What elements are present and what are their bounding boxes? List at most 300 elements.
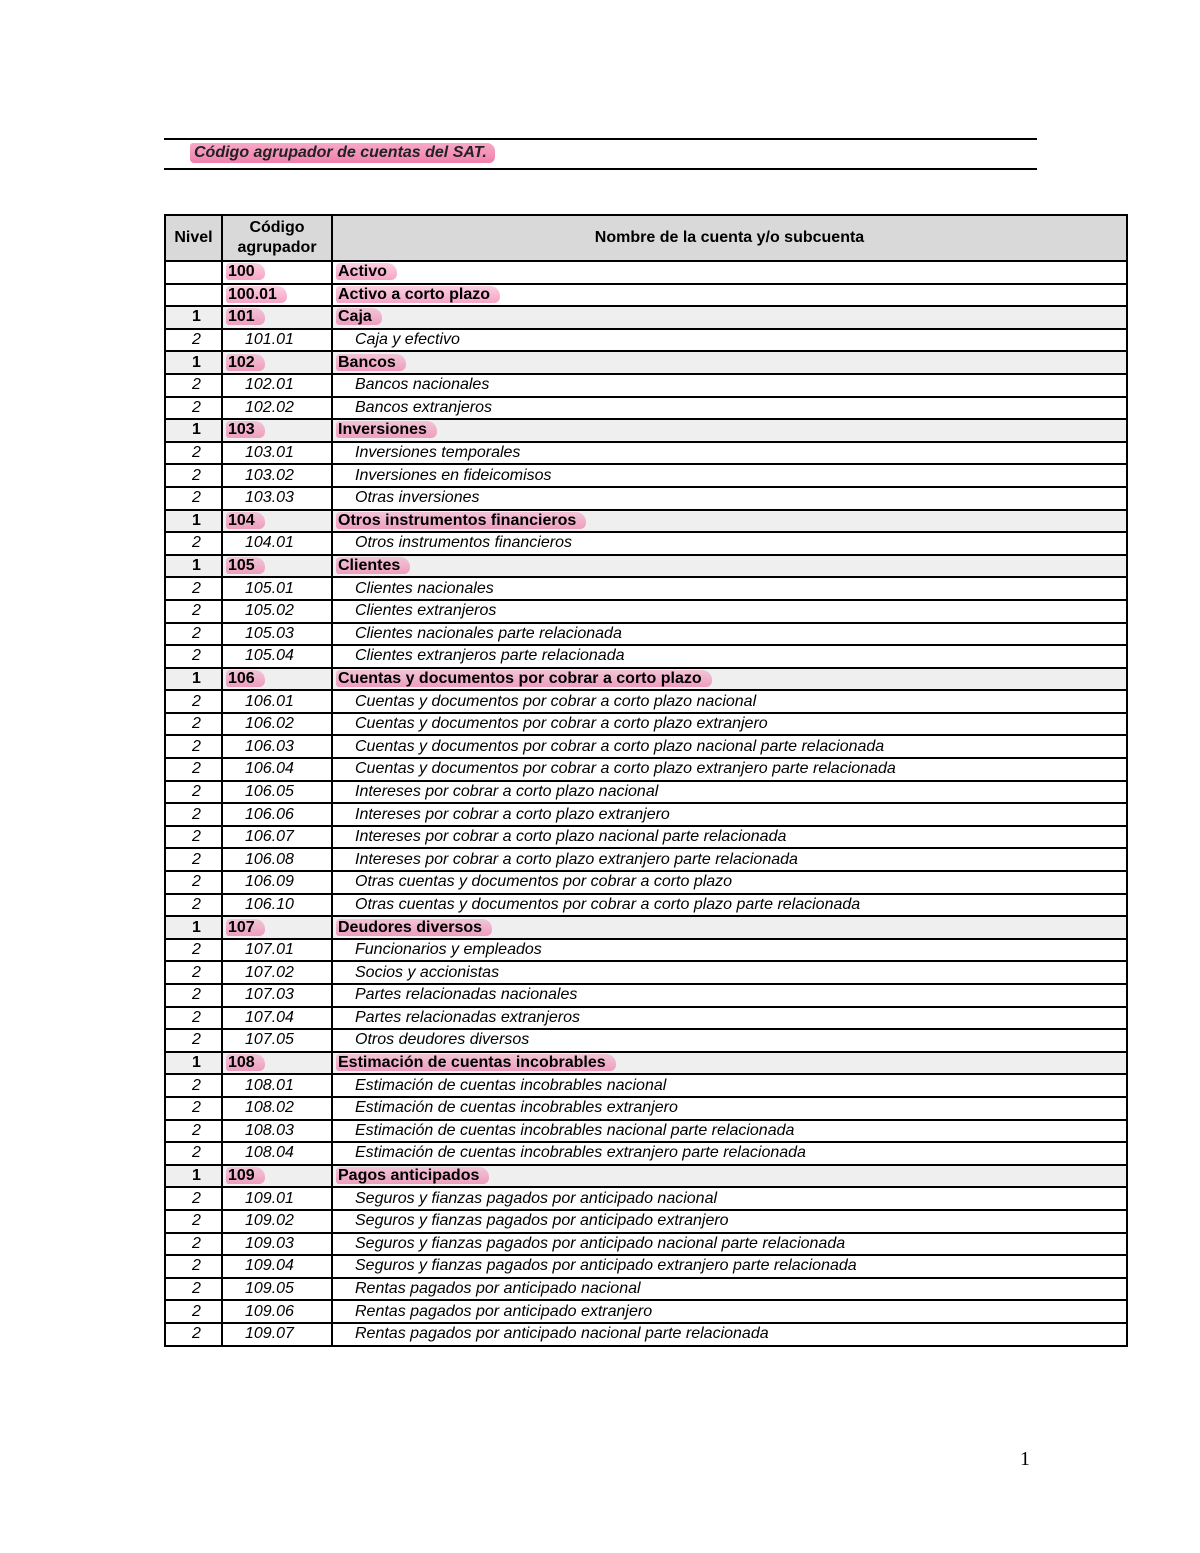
codigo-text: 108.02	[245, 1099, 294, 1117]
table-row	[165, 1187, 1127, 1210]
table-row	[165, 916, 1127, 939]
cell-codigo	[222, 1255, 332, 1278]
nombre-text: Clientes extranjeros	[355, 602, 497, 620]
cell-nivel: 1	[165, 555, 222, 578]
cell-nombre	[332, 374, 1127, 397]
cell-nivel: 1	[165, 351, 222, 374]
header-codigo-line1: Código	[249, 219, 305, 236]
table-row	[165, 961, 1127, 984]
cell-nivel: 2	[165, 1142, 222, 1165]
codigo-text: 105.02	[245, 602, 294, 620]
cell-nivel: 2	[165, 713, 222, 736]
cell-nivel: 1	[165, 419, 222, 442]
codigo-text: 103	[226, 421, 265, 438]
header-row	[165, 215, 1127, 261]
table-row	[165, 1007, 1127, 1030]
nombre-text: Partes relacionadas extranjeros	[355, 1008, 581, 1026]
cell-codigo	[222, 532, 332, 555]
cell-codigo	[222, 1007, 332, 1030]
codigo-text: 108	[226, 1054, 265, 1071]
cell-nombre	[332, 487, 1127, 510]
codigo-text: 106.10	[245, 895, 294, 913]
codigo-text: 108.01	[245, 1076, 294, 1094]
cell-nivel: 2	[165, 374, 222, 397]
codigo-text: 109.07	[245, 1325, 294, 1343]
codigo-text: 107.04	[245, 1008, 294, 1026]
table-row	[165, 1210, 1127, 1233]
cell-nivel: 2	[165, 826, 222, 849]
cell-nombre	[332, 803, 1127, 826]
codigo-text: 102	[226, 354, 265, 371]
codigo-text: 103.02	[245, 466, 294, 484]
cell-nivel: 2	[165, 1074, 222, 1097]
cell-nombre	[332, 1097, 1127, 1120]
codigo-text: 106.08	[245, 850, 294, 868]
cell-nivel: 2	[165, 397, 222, 420]
cell-codigo	[222, 1074, 332, 1097]
nombre-text: Bancos nacionales	[355, 376, 490, 394]
document-title: Código agrupador de cuentas del SAT.	[190, 143, 495, 163]
cell-nombre	[332, 351, 1127, 374]
cell-codigo	[222, 894, 332, 917]
cell-nombre	[332, 781, 1127, 804]
cell-nivel: 2	[165, 487, 222, 510]
cell-nombre	[332, 1187, 1127, 1210]
codigo-text: 101.01	[245, 331, 294, 349]
cell-nivel: 2	[165, 623, 222, 646]
cell-nivel: 2	[165, 600, 222, 623]
cell-codigo	[222, 510, 332, 533]
cell-nombre	[332, 1165, 1127, 1188]
nombre-text: Seguros y fianzas pagados por anticipado extranjero	[355, 1212, 729, 1230]
cell-nivel: 2	[165, 1029, 222, 1052]
cell-nivel: 2	[165, 803, 222, 826]
cell-codigo	[222, 826, 332, 849]
table-row	[165, 803, 1127, 826]
document-title-bar	[164, 138, 1037, 170]
cell-nivel: 1	[165, 306, 222, 329]
nombre-text: Otras inversiones	[355, 489, 480, 507]
codigo-text: 106.06	[245, 805, 294, 823]
table-row	[165, 329, 1127, 352]
cell-nivel: 2	[165, 1007, 222, 1030]
cell-nivel: 2	[165, 1233, 222, 1256]
codigo-text: 102.02	[245, 398, 294, 416]
cell-nombre	[332, 690, 1127, 713]
cell-codigo	[222, 487, 332, 510]
table-row	[165, 1142, 1127, 1165]
cell-nivel: 2	[165, 645, 222, 668]
cell-nombre	[332, 826, 1127, 849]
cell-nivel: 1	[165, 916, 222, 939]
cell-nombre	[332, 577, 1127, 600]
cell-nombre	[332, 329, 1127, 352]
cell-nombre	[332, 668, 1127, 691]
codigo-text: 105.04	[245, 647, 294, 665]
nombre-text: Otras cuentas y documentos por cobrar a corto plazo	[355, 873, 733, 891]
codigo-text: 106.02	[245, 715, 294, 733]
codigo-text: 104.01	[245, 534, 294, 552]
nombre-text: Clientes extranjeros parte relacionada	[355, 647, 625, 665]
nombre-text: Intereses por cobrar a corto plazo extranjero	[355, 805, 670, 823]
cell-codigo	[222, 848, 332, 871]
table-row	[165, 984, 1127, 1007]
codigo-text: 107.05	[245, 1031, 294, 1049]
cell-codigo	[222, 464, 332, 487]
nombre-text: Clientes nacionales	[355, 579, 494, 597]
nombre-text: Bancos extranjeros	[355, 398, 492, 416]
codigo-text: 107.02	[245, 963, 294, 981]
cell-codigo	[222, 1187, 332, 1210]
cell-codigo	[222, 1323, 332, 1346]
cell-nivel: 2	[165, 939, 222, 962]
codigo-text: 105	[226, 557, 265, 574]
cell-codigo	[222, 1052, 332, 1075]
nombre-text: Partes relacionadas nacionales	[355, 986, 578, 1004]
nombre-text: Deudores diversos	[336, 919, 492, 936]
cell-nombre	[332, 1029, 1127, 1052]
cell-nombre	[332, 713, 1127, 736]
table-row	[165, 419, 1127, 442]
header-nivel: Nivel	[165, 215, 222, 261]
cell-nivel: 2	[165, 1323, 222, 1346]
table-row	[165, 1323, 1127, 1346]
cell-nivel	[165, 284, 222, 307]
nombre-text: Inversiones en fideicomisos	[355, 466, 552, 484]
table-row	[165, 645, 1127, 668]
cell-nivel: 2	[165, 442, 222, 465]
nombre-text: Otros instrumentos financieros	[355, 534, 572, 552]
cell-nivel: 2	[165, 984, 222, 1007]
nombre-text: Clientes nacionales parte relacionada	[355, 624, 622, 642]
cell-codigo	[222, 306, 332, 329]
codigo-text: 100	[226, 263, 265, 280]
cell-codigo	[222, 1233, 332, 1256]
codigo-text: 101	[226, 308, 265, 325]
cell-nombre	[332, 1052, 1127, 1075]
cell-codigo	[222, 690, 332, 713]
nombre-text: Rentas pagados por anticipado nacional	[355, 1280, 641, 1298]
cell-nombre	[332, 735, 1127, 758]
table-body	[165, 261, 1127, 1346]
table-row	[165, 1120, 1127, 1143]
table-row	[165, 826, 1127, 849]
cell-nivel: 2	[165, 848, 222, 871]
cell-nivel: 2	[165, 758, 222, 781]
codigo-text: 109.06	[245, 1302, 294, 1320]
cell-nombre	[332, 984, 1127, 1007]
cell-codigo	[222, 735, 332, 758]
table-row	[165, 1255, 1127, 1278]
codigo-text: 109.01	[245, 1189, 294, 1207]
table-row	[165, 306, 1127, 329]
table-row	[165, 871, 1127, 894]
codigo-text: 105.01	[245, 579, 294, 597]
cell-nivel: 2	[165, 781, 222, 804]
cell-nombre	[332, 284, 1127, 307]
cell-nivel: 2	[165, 1300, 222, 1323]
codigo-text: 105.03	[245, 624, 294, 642]
codigo-text: 106.03	[245, 737, 294, 755]
cell-nivel: 2	[165, 961, 222, 984]
cell-codigo	[222, 261, 332, 284]
table-row	[165, 1074, 1127, 1097]
codigo-text: 109	[226, 1167, 265, 1184]
cell-nombre	[332, 397, 1127, 420]
nombre-text: Intereses por cobrar a corto plazo nacional parte relacionada	[355, 828, 787, 846]
cell-nivel: 1	[165, 1165, 222, 1188]
codigo-text: 106	[226, 670, 265, 687]
cell-nombre	[332, 419, 1127, 442]
cell-codigo	[222, 1097, 332, 1120]
cell-codigo	[222, 668, 332, 691]
cell-codigo	[222, 419, 332, 442]
cell-nombre	[332, 442, 1127, 465]
cell-nombre	[332, 306, 1127, 329]
codigo-text: 109.04	[245, 1257, 294, 1275]
codigo-text: 106.05	[245, 782, 294, 800]
codigo-text: 109.02	[245, 1212, 294, 1230]
cell-nombre	[332, 1300, 1127, 1323]
cell-codigo	[222, 1120, 332, 1143]
cell-codigo	[222, 600, 332, 623]
cell-nivel: 2	[165, 894, 222, 917]
nombre-text: Activo a corto plazo	[336, 286, 500, 303]
cell-codigo	[222, 577, 332, 600]
nombre-text: Bancos	[336, 354, 406, 371]
cell-codigo	[222, 916, 332, 939]
nombre-text: Inversiones temporales	[355, 444, 521, 462]
codigo-text: 107	[226, 919, 265, 936]
cell-nombre	[332, 1120, 1127, 1143]
cell-nivel: 2	[165, 1210, 222, 1233]
cell-nivel: 2	[165, 1097, 222, 1120]
cell-nivel	[165, 261, 222, 284]
nombre-text: Estimación de cuentas incobrables extranjero	[355, 1099, 678, 1117]
table-row	[165, 442, 1127, 465]
cell-nivel: 2	[165, 329, 222, 352]
cell-nivel: 2	[165, 735, 222, 758]
cell-nombre	[332, 871, 1127, 894]
codigo-text: 106.07	[245, 828, 294, 846]
table-row	[165, 284, 1127, 307]
accounts-table	[164, 214, 1128, 1347]
cell-nombre	[332, 645, 1127, 668]
nombre-text: Pagos anticipados	[336, 1167, 489, 1184]
cell-nombre	[332, 939, 1127, 962]
table-header	[165, 215, 1127, 261]
cell-codigo	[222, 781, 332, 804]
cell-nombre	[332, 1233, 1127, 1256]
nombre-text: Rentas pagados por anticipado extranjero	[355, 1302, 653, 1320]
nombre-text: Cuentas y documentos por cobrar a corto plazo extranjero	[355, 715, 768, 733]
nombre-text: Seguros y fianzas pagados por anticipado nacional	[355, 1189, 718, 1207]
table-row	[165, 1029, 1127, 1052]
table-row	[165, 758, 1127, 781]
nombre-text: Intereses por cobrar a corto plazo nacional	[355, 782, 659, 800]
cell-codigo	[222, 555, 332, 578]
cell-codigo	[222, 803, 332, 826]
table-row	[165, 623, 1127, 646]
cell-codigo	[222, 1142, 332, 1165]
nombre-text: Clientes	[336, 557, 410, 574]
table-row	[165, 397, 1127, 420]
codigo-text: 106.09	[245, 873, 294, 891]
codigo-text: 106.01	[245, 692, 294, 710]
nombre-text: Seguros y fianzas pagados por anticipado extranjero parte relacionada	[355, 1257, 857, 1275]
cell-codigo	[222, 351, 332, 374]
codigo-text: 102.01	[245, 376, 294, 394]
cell-codigo	[222, 442, 332, 465]
cell-codigo	[222, 961, 332, 984]
header-nombre: Nombre de la cuenta y/o subcuenta	[332, 215, 1127, 261]
cell-nivel: 2	[165, 1278, 222, 1301]
codigo-text: 108.04	[245, 1144, 294, 1162]
table-row	[165, 487, 1127, 510]
nombre-text: Otros deudores diversos	[355, 1031, 530, 1049]
cell-nivel: 1	[165, 510, 222, 533]
cell-codigo	[222, 284, 332, 307]
cell-nombre	[332, 600, 1127, 623]
cell-nombre	[332, 555, 1127, 578]
table-row	[165, 1052, 1127, 1075]
nombre-text: Cuentas y documentos por cobrar a corto plazo extranjero parte relacionada	[355, 760, 896, 778]
nombre-text: Activo	[336, 263, 397, 280]
cell-nombre	[332, 464, 1127, 487]
cell-codigo	[222, 374, 332, 397]
cell-nivel: 2	[165, 1187, 222, 1210]
nombre-text: Otras cuentas y documentos por cobrar a corto plazo parte relacionada	[355, 895, 861, 913]
table-row	[165, 1097, 1127, 1120]
cell-codigo	[222, 397, 332, 420]
cell-codigo	[222, 645, 332, 668]
cell-nombre	[332, 510, 1127, 533]
cell-nombre	[332, 1210, 1127, 1233]
cell-codigo	[222, 871, 332, 894]
page-number: 1	[1020, 1448, 1030, 1470]
header-codigo-line2: agrupador	[237, 239, 317, 256]
cell-codigo	[222, 984, 332, 1007]
table-row	[165, 690, 1127, 713]
codigo-text: 104	[226, 512, 265, 529]
cell-nombre	[332, 961, 1127, 984]
codigo-text: 100.01	[226, 286, 287, 303]
table-row	[165, 894, 1127, 917]
nombre-text: Rentas pagados por anticipado nacional parte relacionada	[355, 1325, 769, 1343]
cell-codigo	[222, 1165, 332, 1188]
nombre-text: Cuentas y documentos por cobrar a corto plazo	[336, 670, 712, 687]
nombre-text: Estimación de cuentas incobrables nacional parte relacionada	[355, 1121, 795, 1139]
table-row	[165, 735, 1127, 758]
nombre-text: Estimación de cuentas incobrables extranjero parte relacionada	[355, 1144, 806, 1162]
table-row	[165, 510, 1127, 533]
cell-nivel: 2	[165, 577, 222, 600]
table-row	[165, 600, 1127, 623]
header-codigo	[222, 215, 332, 261]
cell-codigo	[222, 1278, 332, 1301]
nombre-text: Seguros y fianzas pagados por anticipado nacional parte relacionada	[355, 1234, 846, 1252]
table-row	[165, 668, 1127, 691]
nombre-text: Estimación de cuentas incobrables nacional	[355, 1076, 667, 1094]
cell-codigo	[222, 623, 332, 646]
codigo-text: 109.05	[245, 1280, 294, 1298]
cell-nivel: 2	[165, 532, 222, 555]
cell-nivel: 1	[165, 668, 222, 691]
cell-nombre	[332, 1007, 1127, 1030]
nombre-text: Socios y accionistas	[355, 963, 500, 981]
table-row	[165, 1233, 1127, 1256]
cell-nombre	[332, 261, 1127, 284]
cell-nombre	[332, 1278, 1127, 1301]
codigo-text: 103.03	[245, 489, 294, 507]
table-row	[165, 1278, 1127, 1301]
codigo-text: 107.03	[245, 986, 294, 1004]
nombre-text: Otros instrumentos financieros	[336, 512, 586, 529]
codigo-text: 106.04	[245, 760, 294, 778]
nombre-text: Cuentas y documentos por cobrar a corto plazo nacional parte relacionada	[355, 737, 885, 755]
table-row	[165, 781, 1127, 804]
cell-nivel: 2	[165, 1255, 222, 1278]
cell-codigo	[222, 713, 332, 736]
cell-codigo	[222, 1300, 332, 1323]
cell-codigo	[222, 1029, 332, 1052]
cell-nombre	[332, 1255, 1127, 1278]
cell-nivel: 2	[165, 690, 222, 713]
cell-nombre	[332, 1074, 1127, 1097]
codigo-text: 103.01	[245, 444, 294, 462]
table-row	[165, 713, 1127, 736]
table-row	[165, 532, 1127, 555]
table-row	[165, 848, 1127, 871]
cell-nivel: 2	[165, 464, 222, 487]
codigo-text: 108.03	[245, 1121, 294, 1139]
nombre-text: Intereses por cobrar a corto plazo extranjero parte relacionada	[355, 850, 798, 868]
table-row	[165, 464, 1127, 487]
nombre-text: Cuentas y documentos por cobrar a corto plazo nacional	[355, 692, 757, 710]
table-row	[165, 351, 1127, 374]
cell-codigo	[222, 758, 332, 781]
cell-nivel: 2	[165, 1120, 222, 1143]
cell-nivel: 1	[165, 1052, 222, 1075]
nombre-text: Estimación de cuentas incobrables	[336, 1054, 616, 1071]
nombre-text: Inversiones	[336, 421, 437, 438]
cell-codigo	[222, 1210, 332, 1233]
cell-nombre	[332, 916, 1127, 939]
nombre-text: Caja	[336, 308, 382, 325]
table-row	[165, 555, 1127, 578]
table-row	[165, 939, 1127, 962]
cell-nombre	[332, 1323, 1127, 1346]
cell-nivel: 2	[165, 871, 222, 894]
table-row	[165, 261, 1127, 284]
cell-nombre	[332, 1142, 1127, 1165]
cell-codigo	[222, 329, 332, 352]
table-row	[165, 1165, 1127, 1188]
table-row	[165, 374, 1127, 397]
cell-codigo	[222, 939, 332, 962]
table-row	[165, 577, 1127, 600]
cell-nombre	[332, 848, 1127, 871]
cell-nombre	[332, 623, 1127, 646]
nombre-text: Caja y efectivo	[355, 331, 460, 349]
codigo-text: 109.03	[245, 1234, 294, 1252]
cell-nombre	[332, 532, 1127, 555]
codigo-text: 107.01	[245, 941, 294, 959]
table-row	[165, 1300, 1127, 1323]
cell-nombre	[332, 894, 1127, 917]
cell-nombre	[332, 758, 1127, 781]
nombre-text: Funcionarios y empleados	[355, 941, 542, 959]
